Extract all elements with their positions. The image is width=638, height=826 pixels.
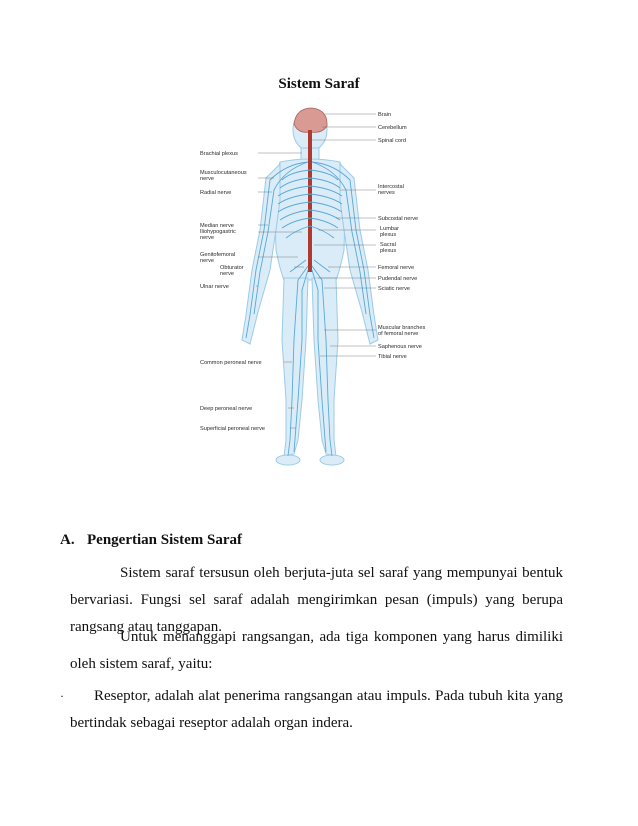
label-muscular-branches: Muscular branches — [378, 325, 426, 331]
nervous-system-diagram — [190, 100, 430, 480]
label-radial-nerve: Radial nerve — [200, 190, 232, 196]
label-superficial-peroneal: Superficial peroneal nerve — [200, 426, 265, 432]
label-intercostal-2: nerves — [378, 190, 395, 196]
label-genitofemoral: Genitofemoral — [200, 252, 236, 258]
label-obturator: Obturator — [220, 265, 244, 271]
label-ulnar-nerve: Ulnar nerve — [200, 284, 229, 290]
label-iliohypogastric-2: nerve — [200, 235, 214, 241]
label-lumbar: Lumbar — [380, 226, 399, 232]
label-femoral-nerve: Femoral nerve — [378, 265, 415, 271]
bullet-receptor: Reseptor, adalah alat penerima rangsangan atau impuls. Pada tubuh kita yang bertindak sebagai reseptor adalah organ indera. — [70, 688, 563, 731]
label-genitofemoral-2: nerve — [200, 258, 214, 264]
label-tibial-nerve: Tibial nerve — [378, 354, 407, 360]
label-obturator-2: nerve — [220, 271, 234, 277]
label-sacral-2: plexus — [380, 248, 397, 254]
label-subcostal-nerve: Subcostal nerve — [378, 216, 419, 222]
paragraph-definition: Sistem saraf tersusun oleh berjuta-juta sel saraf yang mempunyai bentuk bervariasi. Fungsi sel saraf adalah mengirimkan pesan (impuls) yang berupa rangsang atau tanggapan. — [70, 565, 563, 635]
label-cerebellum: Cerebellum — [378, 125, 407, 131]
section-letter: A. — [60, 532, 75, 548]
label-spinal-cord: Spinal cord — [378, 138, 406, 144]
brain-shape — [294, 108, 327, 132]
label-musculocutaneous: Musculocutaneous — [200, 170, 247, 176]
label-muscular-branches-2: of femoral nerve — [378, 331, 419, 337]
right-labels — [378, 112, 425, 360]
bullet-marker: · — [60, 689, 64, 703]
label-sacral: Sacral — [380, 242, 396, 248]
label-intercostal: Intercostal — [378, 184, 404, 190]
label-pudendal-nerve: Pudendal nerve — [378, 276, 418, 282]
label-common-peroneal: Common peroneal nerve — [200, 360, 262, 366]
label-lumbar-2: plexus — [380, 232, 397, 238]
label-brain: Brain — [378, 112, 392, 118]
label-deep-peroneal: Deep peroneal nerve — [200, 406, 253, 412]
section-heading-text: Pengertian Sistem Saraf — [87, 532, 242, 548]
nervous-system-illustration — [190, 100, 430, 480]
label-saphenous-nerve: Saphenous nerve — [378, 344, 422, 350]
label-brachial-plexus: Brachial plexus — [200, 151, 238, 157]
label-median-nerve: Median nerve — [200, 223, 234, 229]
label-sciatic-nerve: Sciatic nerve — [378, 286, 411, 292]
paragraph-components: Untuk menanggapi rangsangan, ada tiga komponen yang harus dimiliki oleh sistem saraf, yaitu: — [70, 629, 563, 672]
label-musculocutaneous-2: nerve — [200, 176, 214, 182]
label-iliohypogastric: Iliohypogastric — [200, 229, 236, 235]
page-title: Sistem Saraf — [278, 76, 360, 92]
spinal-cord-shape — [308, 130, 312, 272]
section-heading — [60, 532, 242, 549]
